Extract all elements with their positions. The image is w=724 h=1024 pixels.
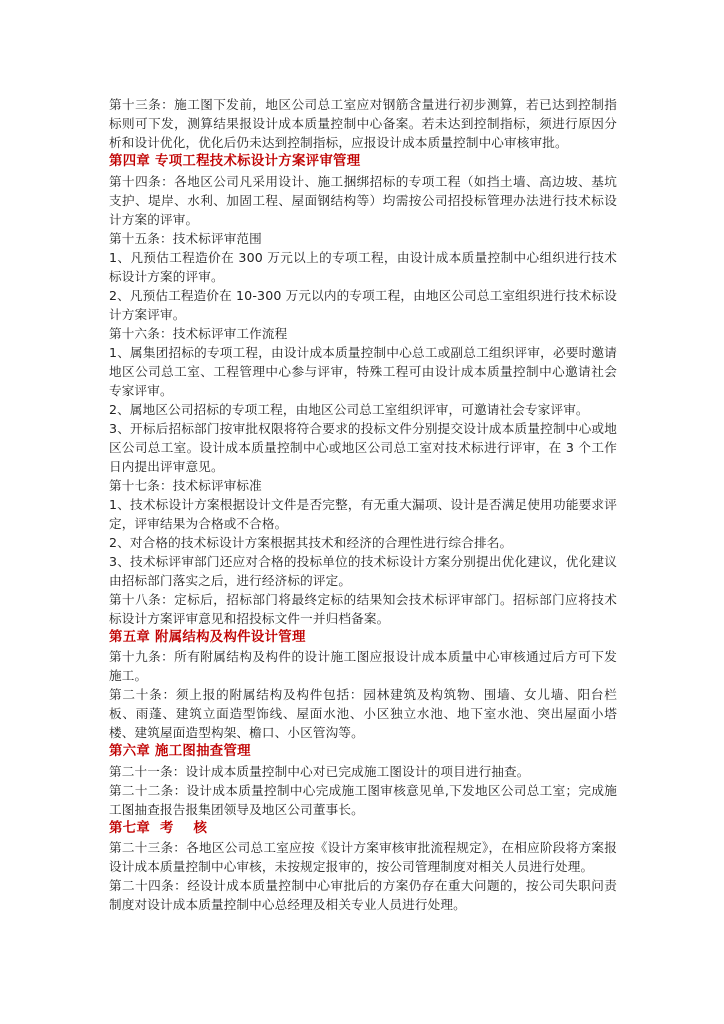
paragraph-article-18: 第十八条：定标后，招标部门将最终定标的结果知会技术标评审部门。招标部门应将技术标设计方案评审意见和招投标文件一并归档备案。	[109, 591, 617, 626]
list-item: 3、技术标评审部门还应对合格的投标单位的技术标设计方案分别提出优化建议，优化建议由招标部门落实之后，进行经济标的评定。	[109, 553, 617, 588]
list-item: 1、技术标设计方案根据设计文件是否完整，有无重大漏项、设计是否满足使用功能要求评定，评审结果为合格或不合格。	[109, 496, 617, 531]
paragraph-article-17: 第十七条：技术标评审标准	[109, 477, 262, 493]
paragraph-article-23: 第二十三条：各地区公司总工室应按《设计方案审核审批流程规定》，在相应阶段将方案报设计成本质量控制中心审核，未按规定报审的，按公司管理制度对相关人员进行处理。	[109, 840, 617, 874]
paragraph-article-13: 第十三条：施工图下发前，地区公司总工室应对钢筋含量进行初步测算，若已达到控制指标则可下发，测算结果报设计成本质量控制中心备案。若未达到控制指标，须进行原因分析和设计优化，优化后仍未达到控制指标，应报设计成本质量控制中心审核审批。	[109, 97, 617, 150]
chapter-5-heading: 第五章 附属结构及构件设计管理	[109, 629, 306, 645]
paragraph-article-21: 第二十一条：设计成本质量控制中心对已完成施工图设计的项目进行抽查。	[109, 763, 530, 779]
list-item: 1、属集团招标的专项工程，由设计成本质量控制中心总工或副总工组织评审，必要时邀请地区公司总工室、工程管理中心参与评审，特殊工程可由设计成本质量控制中心邀请社会专家评审。	[109, 344, 617, 398]
paragraph-article-14: 第十四条：各地区公司凡采用设计、施工捆绑招标的专项工程（如挡土墙、高边坡、基坑支护、堤岸、水利、加固工程、屋面钢结构等）均需按公司招投标管理办法进行技术标设计方案的评审。	[109, 173, 617, 227]
list-item: 3、开标后招标部门按审批权限将符合要求的投标文件分别提交设计成本质量控制中心或地区公司总工室。设计成本质量控制中心或地区公司总工室对技术标进行评审，在 3 个工作日内提出评审意见。	[109, 420, 617, 474]
chapter-6-heading: 第六章 施工图抽查管理	[109, 744, 251, 759]
paragraph-article-22: 第二十二条：设计成本质量控制中心完成施工图审核意见单,下发地区公司总工室；完成施工图抽查报告报集团领导及地区公司董事长。	[109, 782, 617, 817]
paragraph-article-24: 第二十四条：经设计成本质量控制中心审批后的方案仍存在重大问题的，按公司失职问责制度对设计成本质量控制中心总经理及相关专业人员进行处理。	[109, 878, 617, 912]
list-item: 2、属地区公司招标的专项工程，由地区公司总工室组织评审，可邀请社会专家评审。	[109, 401, 589, 417]
paragraph-article-15: 第十五条：技术标评审范围	[109, 230, 262, 246]
paragraph-article-19: 第十九条：所有附属结构及构件的设计施工图应报设计成本质量中心审核通过后方可下发施工。	[109, 649, 617, 683]
list-item: 1、凡预估工程造价在 300 万元以上的专项工程，由设计成本质量控制中心组织进行技术标设计方案的评审。	[109, 249, 617, 284]
paragraph-article-16: 第十六条：技术标评审工作流程	[109, 325, 288, 341]
chapter-7-heading: 第七章 考 核	[109, 820, 208, 836]
chapter-4-heading: 第四章 专项工程技术标设计方案评审管理	[109, 154, 361, 169]
document-body	[109, 95, 617, 914]
list-item: 2、对合格的技术标设计方案根据其技术和经济的合理性进行综合排名。	[109, 534, 513, 550]
list-item: 2、凡预估工程造价在 10-300 万元以内的专项工程，由地区公司总工室组织进行技术标设计方案评审。	[109, 287, 618, 322]
paragraph-article-20: 第二十条：须上报的附属结构及构件包括：园林建筑及构筑物、围墙、女儿墙、阳台栏板、雨蓬、建筑立面造型饰线、屋面水池、小区独立水池、地下室水池、突出屋面小塔楼、建筑屋面造型构架、檐口、小区管沟等。	[109, 687, 617, 740]
